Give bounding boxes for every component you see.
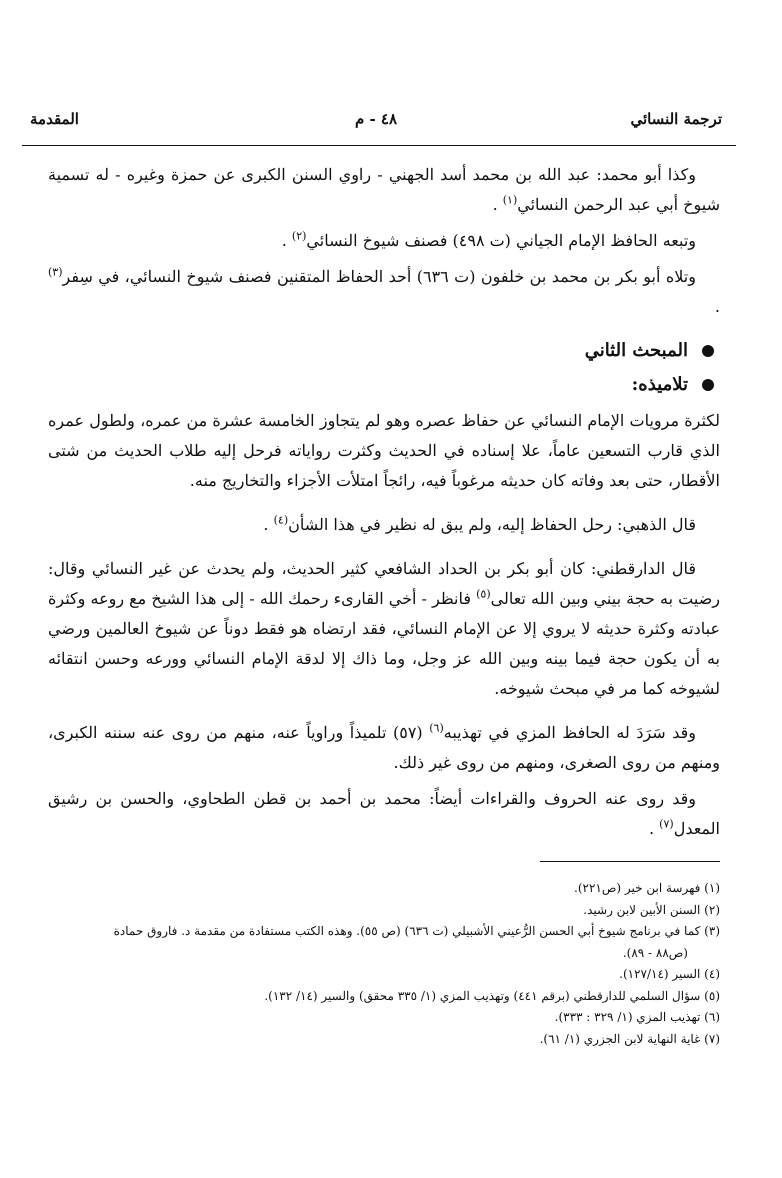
paragraph	[48, 226, 720, 256]
paragraph-text: وتبعه الحافظ الإمام الجياني (ت ٤٩٨) فصنف شيوخ النسائي	[306, 231, 696, 250]
paragraph-text: وقد روى عنه الحروف والقراءات أيضاً: محمد بن أحمد بن قطن الطحاوي، والحسن بن رشيق المعدل	[48, 789, 720, 838]
section-title: المقدمة	[30, 110, 79, 128]
paragraph: لكثرة مرويات الإمام النسائي عن حفاظ عصره وهو لم يتجاوز الخامسة عشرة من عمره، ولطول عمره الذي قارب التسعين عاماً، علا إسناده في الحديث وكثرت رواياته فرحل إليه طلاب الحديث من شتى الأقطار، حتى بعد وفاته كان حديثه مرغوباً فيه، رائجاً امتلأت الأجزاء والتخاريج منه.	[48, 411, 720, 490]
footnote: (٤) السير (١٢٧/١٤).	[619, 967, 720, 981]
footnote: (٥) سؤال السلمي للدارقطني (برقم ٤٤١) وتهذيب المزي (١/ ٣٣٥ محقق) والسير (١٤/ ١٣٢).	[264, 988, 720, 1003]
footnote: (٣) كما في برنامج شيوخ أبي الحسن الرُّعيني الأشبيلي (ت ٦٣٦) (ص ٥٥). وهذه الكتب مستفادة من مقدمة د. فاروق حمادة	[113, 924, 720, 938]
paragraph	[48, 262, 720, 322]
footnote-ref: (٥)	[476, 587, 491, 601]
paragraph-text: وكذا أبو محمد: عبد الله بن محمد أسد الجهني - راوي السنن الكبرى عن حمزة وغيره - له تسمية شيوخ أبي عبد الرحمن النسائي	[48, 165, 720, 214]
paragraph-text: قال الذهبي: رحل الحفاظ إليه، ولم يبق له نظير في هذا الشأن	[288, 515, 696, 534]
paragraph-text: وقد سَرَدَ له الحافظ المزي في تهذيبه	[443, 723, 697, 742]
footnote-ref: (٤)	[273, 513, 289, 527]
header-divider	[22, 145, 736, 146]
main-text	[48, 160, 720, 844]
footnote: (٢) السنن الأبين لابن رشيد.	[583, 902, 720, 917]
paragraph	[48, 510, 720, 540]
footnotes	[48, 878, 720, 1050]
footnote-ref: (٣)	[48, 265, 63, 279]
running-header	[30, 110, 722, 136]
heading-text: المبحث الثاني	[584, 340, 688, 361]
paragraph-end: .	[263, 515, 269, 534]
footnote-ref: (٢)	[291, 229, 307, 243]
bullet-icon	[702, 345, 714, 357]
paragraph-end: .	[281, 231, 287, 250]
paragraph-end: .	[648, 819, 655, 838]
paragraph-end: .	[492, 195, 498, 214]
paragraph	[48, 554, 720, 704]
page-number: ٤٨ - م	[354, 110, 398, 128]
bullet-icon	[702, 379, 714, 391]
paragraph-text: قال الدارقطني: كان أبو بكر بن الحداد الشافعي كثير الحديث، ولم يحدث عن غير النسائي وقال: رضيت به حجة بيني وبين الله تعالى	[48, 559, 721, 608]
footnote-ref: (٦)	[429, 721, 444, 735]
paragraph	[48, 784, 720, 844]
paragraph	[48, 160, 720, 220]
paragraph-text: (٥٧) تلميذاً وراوياً عنه، منهم من روى عنه سننه الكبرى، ومنهم من روى الصغرى، ومنهم من روى غير ذلك.	[48, 723, 720, 772]
paragraph-end: .	[714, 297, 720, 316]
paragraph-text: وتلاه أبو بكر بن محمد بن خلفون (ت ٦٣٦) أحد الحفاظ المتقنين فصنف شيوخ النسائي، في سِفر	[62, 267, 696, 286]
section-subheading	[48, 370, 720, 400]
book-title: ترجمة النسائي	[630, 110, 722, 128]
footnote: (١) فهرسة ابن خير (ص٢٢١).	[574, 881, 720, 895]
footnote-divider	[540, 861, 720, 862]
paragraph-text: فانظر - أخي القارىء رحمك الله - إلى هذا الشيخ مع روعه وكثرة عبادته وكثرة حديثه لا يروي إلا عن الإمام النسائي، فقد ارتضاه هو فقط دوناً عن شيوخ العالمين ورضي به أن يكون حجة فيما بينه وبين الله عز وجل، وما ذاك إلا لدقة الإمام النسائي وورعه وحسن انتقائه لشيوخه كما مر في مبحث شيوخه.	[48, 589, 720, 698]
heading-text: تلاميذه:	[631, 374, 688, 395]
footnote-ref: (١)	[502, 193, 518, 207]
footnote-continuation: (ص٨٨ - ٨٩).	[622, 945, 688, 960]
footnote-ref: (٧)	[659, 817, 674, 831]
footnote: (٧) غاية النهاية لابن الجزري (١/ ٦١).	[539, 1031, 720, 1046]
paragraph	[48, 718, 720, 778]
section-heading	[48, 336, 720, 366]
footnote: (٦) تهذيب المزي (١/ ٣٢٩ : ٣٣٣).	[554, 1010, 720, 1024]
